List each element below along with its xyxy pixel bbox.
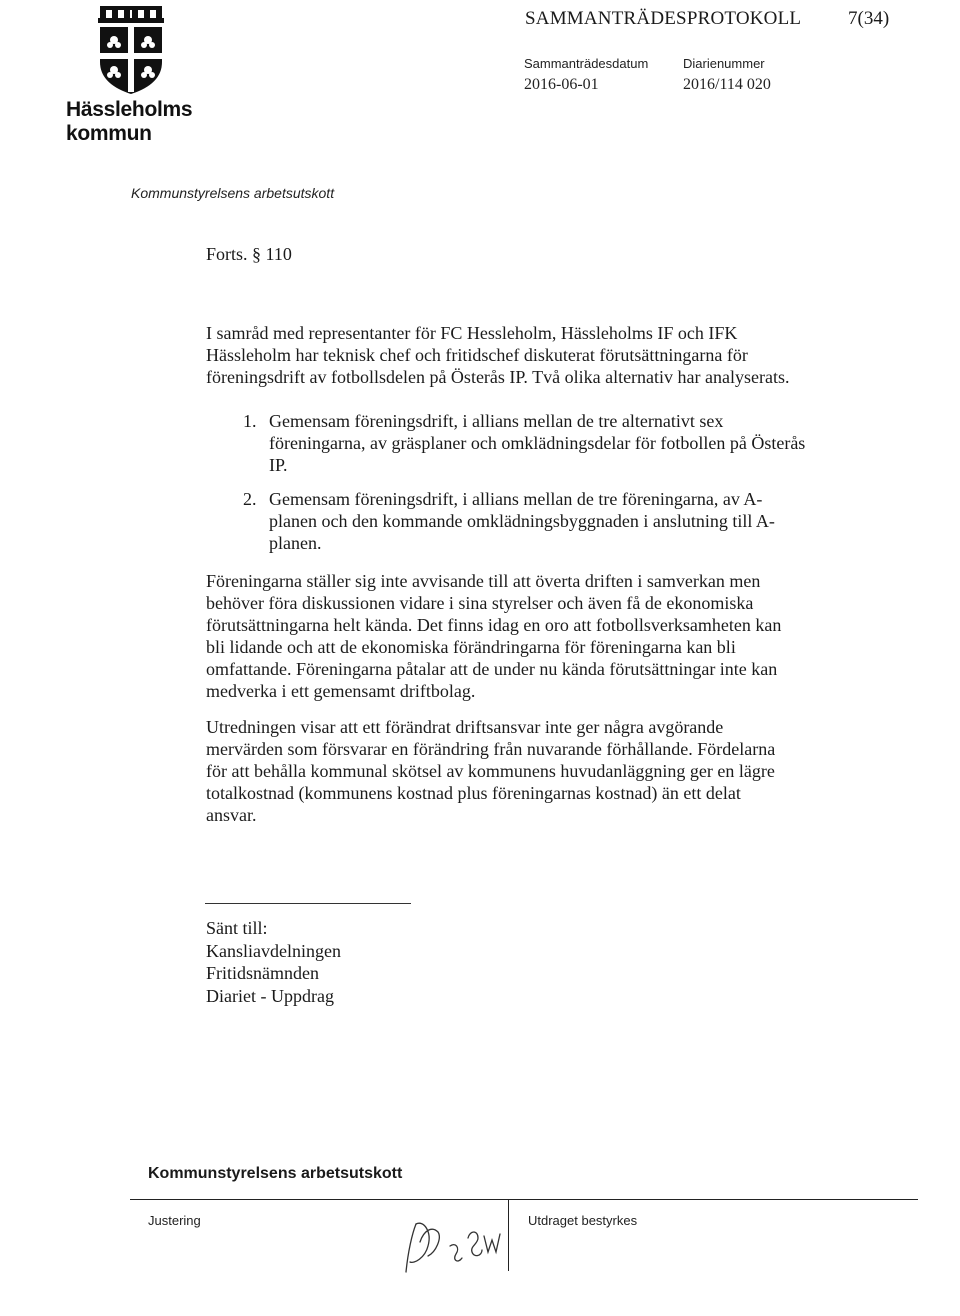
distribution-heading: Sänt till: xyxy=(206,918,268,938)
text-line: för att behålla kommunal skötsel av kommunens huvudanläggning ger en lägre xyxy=(206,761,775,781)
text-line: Utredningen visar att ett förändrat driftsansvar inte ger några avgörande xyxy=(206,717,724,737)
footer-committee: Kommunstyrelsens arbetsutskott xyxy=(148,1165,403,1182)
meeting-date: 2016-06-01 xyxy=(524,76,599,93)
registration-number: 2016/114 020 xyxy=(683,76,771,93)
verification-label: Justering xyxy=(148,1213,201,1228)
text-line: behöver föra diskussionen vidare i sina styrelser och även få de ekonomiska xyxy=(206,593,754,613)
document-title: SAMMANTRÄDESPROTOKOLL xyxy=(525,8,802,29)
investigation-paragraph xyxy=(206,716,806,826)
text-line: Gemensam föreningsdrift, i allians mellan de tre föreningarna, av A- xyxy=(269,489,763,509)
text-line: I samråd med representanter för FC Hessleholm, Hässleholms IF och IFK xyxy=(206,323,738,343)
text-line: Gemensam föreningsdrift, i allians mellan de tre alternativt sex xyxy=(269,411,724,431)
associations-paragraph xyxy=(206,570,806,702)
text-line: totalkostnad (kommunens kostnad plus föreningarnas kostnad) än ett delat xyxy=(206,783,741,803)
option-item-1 xyxy=(243,410,823,476)
option-text xyxy=(269,410,823,476)
committee-label: Kommunstyrelsens arbetsutskott xyxy=(131,185,335,201)
page-number: 7(34) xyxy=(848,8,890,29)
recipient: Diariet - Uppdrag xyxy=(206,985,334,1006)
text-line: planen och den kommande omklädningsbyggnaden i anslutning till A- xyxy=(269,511,775,531)
text-line: förutsättningarna helt kända. Det finns idag en oro att fotbollsverksamheten kan xyxy=(206,615,782,635)
signature-initials xyxy=(398,1212,510,1280)
option-text xyxy=(269,488,823,554)
meeting-date-label: Sammanträdesdatum xyxy=(524,56,649,71)
footer-rule xyxy=(130,1199,918,1200)
divider xyxy=(205,903,411,904)
text-line: bli lidande och att de ekonomiska förändringarna för föreningarna kan bli xyxy=(206,637,736,657)
intro-paragraph xyxy=(206,322,846,388)
option-number: 1. xyxy=(243,411,257,431)
text-line: IP. xyxy=(269,455,288,475)
text-line: omfattande. Föreningarna påtalar att de under nu kända förutsättningar inte kan xyxy=(206,659,778,679)
organisation-name-line2: kommun xyxy=(66,122,152,145)
text-line: mervärden som försvarar en förändring från nuvarande förhållande. Fördelarna xyxy=(206,739,776,759)
text-line: medverka i ett gemensamt driftbolag. xyxy=(206,681,476,701)
organisation-name xyxy=(66,98,192,146)
section-continued-heading: Forts. § 110 xyxy=(206,244,292,264)
option-number: 2. xyxy=(243,489,257,509)
registration-number-label: Diarienummer xyxy=(683,56,765,71)
certified-label: Utdraget bestyrkes xyxy=(528,1213,638,1228)
recipient: Fritidsnämnden xyxy=(206,963,319,983)
text-line: ansvar. xyxy=(206,805,257,825)
organisation-name-line1: Hässleholms xyxy=(66,98,193,121)
option-item-2 xyxy=(243,488,823,554)
recipient: Kansliavdelningen xyxy=(206,940,341,961)
text-line: Hässleholm har teknisk chef och fritidschef diskuterat förutsättningarna för xyxy=(206,345,748,365)
distribution-list xyxy=(206,917,341,1007)
text-line: föreningsdrift av fotbollsdelen på Österås IP. Två olika alternativ har analyserats. xyxy=(206,367,790,387)
text-line: planen. xyxy=(269,533,322,553)
text-line: Föreningarna ställer sig inte avvisande till att överta driften i samverkan men xyxy=(206,571,761,591)
text-line: föreningarna, av gräsplaner och omklädningsdelar för fotbollen på Österås xyxy=(269,433,806,453)
municipal-crest-logo xyxy=(96,4,166,96)
